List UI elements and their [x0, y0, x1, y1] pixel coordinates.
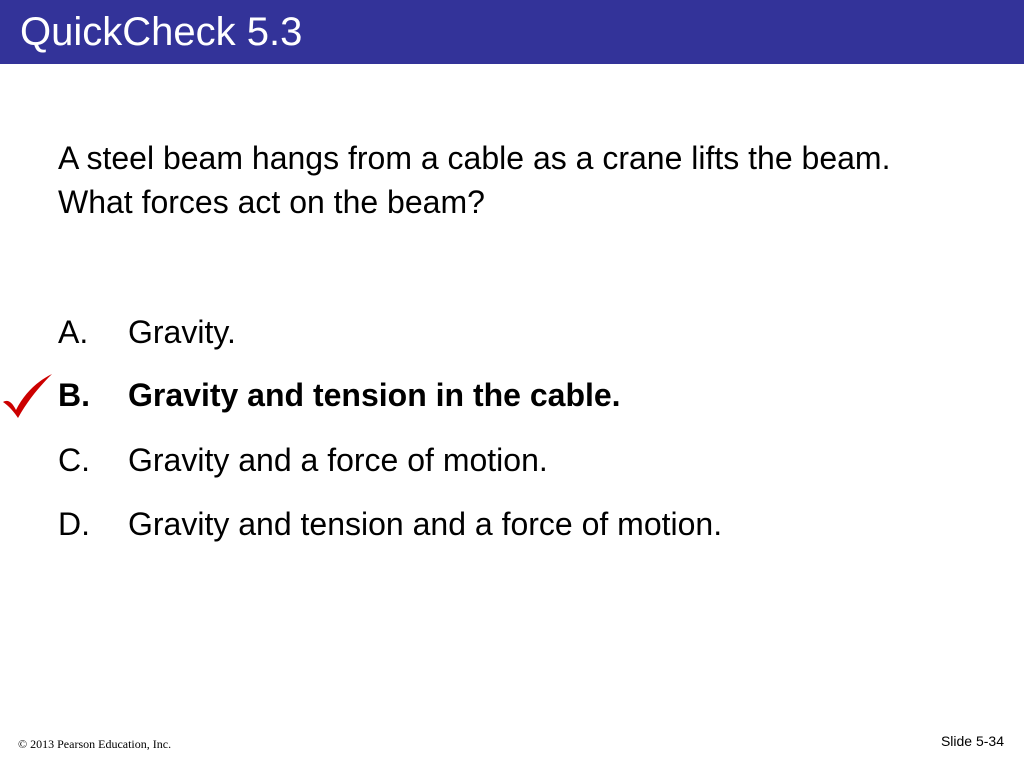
choice-text: Gravity and tension in the cable.	[128, 377, 621, 413]
slide-title: QuickCheck 5.3	[20, 10, 303, 54]
copyright-notice: © 2013 Pearson Education, Inc.	[18, 737, 172, 751]
choice-letter: C.	[58, 442, 90, 478]
choice-text: Gravity.	[128, 314, 236, 350]
question-text: A steel beam hangs from a cable as a crane lifts the beam. What forces act on the beam?	[58, 140, 891, 220]
slide-number: Slide 5-34	[940, 733, 1004, 749]
choice-letter: D.	[58, 506, 90, 542]
choice-letter: B.	[58, 377, 90, 413]
choice-text: Gravity and a force of motion.	[128, 442, 548, 478]
title-bar	[0, 0, 1024, 64]
check-mark-icon	[0, 372, 56, 420]
choice-text: Gravity and tension and a force of motion.	[128, 506, 723, 542]
choice-letter: A.	[58, 314, 89, 350]
